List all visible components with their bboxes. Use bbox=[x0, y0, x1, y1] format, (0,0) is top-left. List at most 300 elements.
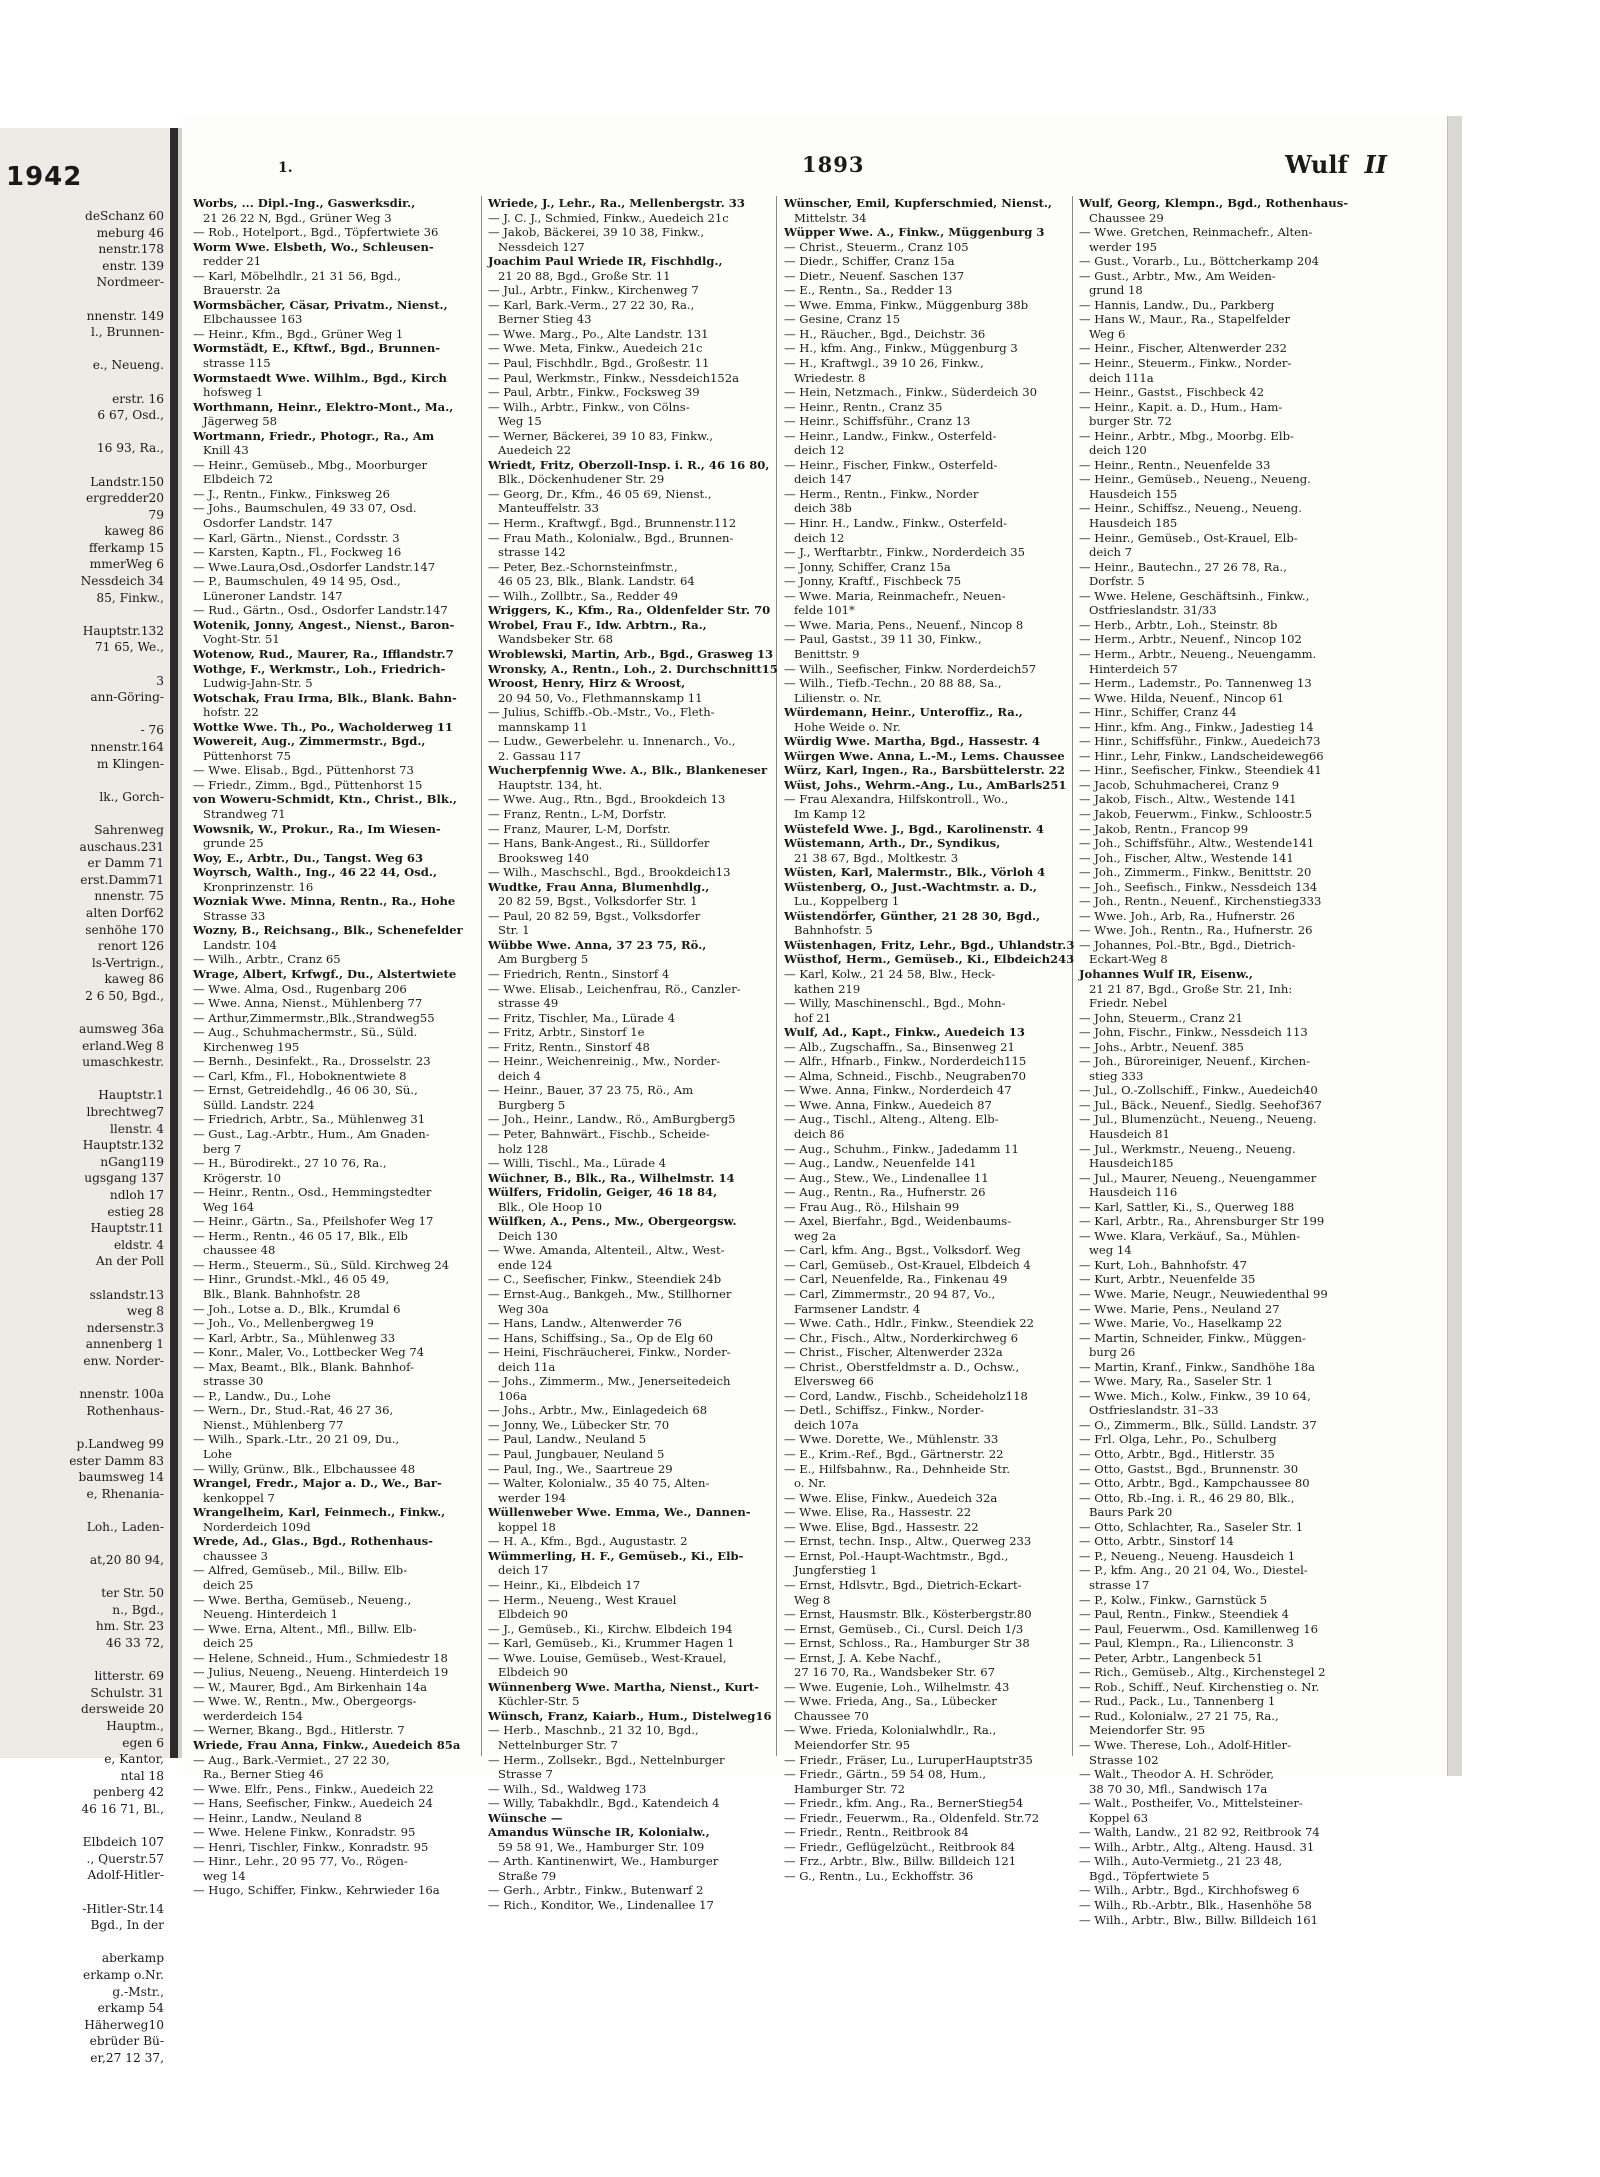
directory-entry-line: — Wwe. Elisab., Leichenfrau, Rö., Canzler- bbox=[488, 981, 741, 996]
directory-entry-line: Wroblewski, Martin, Arb., Bgd., Grasweg 13 bbox=[488, 646, 774, 661]
directory-entry-line: Wüstenberg, O., Just.-Wachtmstr. a. D., bbox=[784, 879, 1037, 894]
directory-entry-line: — Walter, Kolonialw., 35 40 75, Alten- bbox=[488, 1476, 710, 1491]
directory-entry-line: — Walth, Landw., 21 82 92, Reitbrook 74 bbox=[1079, 1825, 1320, 1840]
directory-entry-line: kenkoppel 7 bbox=[203, 1490, 275, 1505]
directory-entry-line: Norderdeich 109d bbox=[203, 1519, 311, 1534]
directory-entry-line: — Heinr., Fischer, Altenwerder 232 bbox=[1079, 341, 1287, 356]
directory-entry-line: — Kurt, Arbtr., Neuenfelde 35 bbox=[1079, 1272, 1256, 1287]
directory-entry-line: — Wern., Dr., Stud.-Rat, 46 27 36, bbox=[193, 1403, 394, 1418]
left-page-line: lbrechtweg7 bbox=[86, 1105, 164, 1120]
directory-entry-line: — Wwe. Marie, Neugr., Neuwiedenthal 99 bbox=[1079, 1287, 1328, 1302]
left-page-text bbox=[6, 208, 164, 2067]
directory-entry-line: — Heinr., Schiffsz., Neueng., Neueng. bbox=[1079, 501, 1302, 516]
directory-entry-line: Worthmann, Heinr., Elektro-Mont., Ma., bbox=[193, 399, 454, 414]
directory-entry-line: ende 124 bbox=[498, 1257, 553, 1272]
directory-entry-line: deich 11a bbox=[498, 1359, 556, 1374]
directory-entry-line: — Friedr., Zimm., Bgd., Püttenhorst 15 bbox=[193, 777, 423, 792]
directory-entry-line: — Wwe. Frieda, Ang., Sa., Lübecker bbox=[784, 1694, 997, 1709]
directory-entry-line: Wrage, Albert, Krfwgf., Du., Alstertwiete bbox=[193, 966, 457, 981]
directory-entry-line: — Jul., Bäck., Neuenf., Siedlg. Seehof367 bbox=[1079, 1097, 1322, 1112]
directory-entry-line: deich 4 bbox=[498, 1068, 542, 1083]
directory-entry-line: — Wwe. Cath., Hdlr., Finkw., Steendiek 22 bbox=[784, 1316, 1034, 1331]
left-page-line: aberkamp bbox=[101, 1951, 164, 1966]
left-page-line: Elbdeich 107 bbox=[82, 1835, 164, 1850]
directory-entry-line: Wünsche — bbox=[488, 1810, 563, 1825]
directory-entry-line: — Werner, Bäckerei, 39 10 83, Finkw., bbox=[488, 428, 714, 443]
directory-entry-line: burg 26 bbox=[1089, 1345, 1136, 1360]
directory-entry-line: von Woweru-Schmidt, Ktn., Christ., Blk., bbox=[193, 792, 457, 807]
directory-entry-line: — Wilh., Auto-Vermietg., 21 23 48, bbox=[1079, 1854, 1283, 1869]
directory-entry-line: koppel 18 bbox=[498, 1519, 556, 1534]
directory-entry-line: — Kurt, Loh., Bahnhofstr. 47 bbox=[1079, 1257, 1248, 1272]
directory-entry-line: — Hans, Schiffsing., Sa., Op de Elg 60 bbox=[488, 1330, 714, 1345]
directory-entry-line: — Franz, Maurer, L-M, Dorfstr. bbox=[488, 821, 671, 836]
left-page-line: ergredder20 bbox=[85, 491, 164, 506]
directory-entry-line: Koppel 63 bbox=[1089, 1810, 1149, 1825]
directory-entry-line: Wudtke, Frau Anna, Blumenhdlg., bbox=[488, 879, 710, 894]
directory-entry-line: — Wwe. Klara, Verkäuf., Sa., Mühlen- bbox=[1079, 1228, 1301, 1243]
left-page-line: weg 8 bbox=[126, 1304, 164, 1319]
directory-entry-line: — Max, Beamt., Blk., Blank. Bahnhof- bbox=[193, 1359, 414, 1374]
directory-entry-line: Landstr. 104 bbox=[203, 937, 277, 952]
directory-entry-line: — Joh., Heinr., Landw., Rö., AmBurgberg5 bbox=[488, 1112, 736, 1127]
directory-entry-line: — Herm., Rentn., Finkw., Norder bbox=[784, 486, 979, 501]
directory-entry-line: Weg 15 bbox=[498, 414, 542, 429]
directory-entry-line: — Wilh., Arbtr., Altg., Alteng. Hausd. 31 bbox=[1079, 1839, 1315, 1854]
directory-entry-line: — Helene, Schneid., Hum., Schmiedestr 18 bbox=[193, 1650, 448, 1665]
left-page-line bbox=[6, 772, 164, 789]
directory-entry-line: Wüchner, B., Blk., Ra., Wilhelmstr. 14 bbox=[488, 1170, 735, 1185]
directory-entry-line: — Wwe.Laura,Osd.,Osdorfer Landstr.147 bbox=[193, 559, 436, 574]
directory-entry-line: — H., Räucher., Bgd., Deichstr. 36 bbox=[784, 326, 986, 341]
left-page-line bbox=[6, 1536, 164, 1553]
directory-entry-line: Nienst., Mühlenberg 77 bbox=[203, 1417, 344, 1432]
directory-entry-line: Lu., Koppelberg 1 bbox=[794, 894, 900, 909]
left-page-line: nenstr.178 bbox=[98, 242, 164, 257]
directory-entry-line: — Friedr., kfm. Ang., Ra., BernerStieg54 bbox=[784, 1796, 1024, 1811]
directory-entry-line: Lilienstr. o. Nr. bbox=[794, 690, 882, 705]
directory-entry-line: — Heinr., Bautechn., 27 26 78, Ra., bbox=[1079, 559, 1287, 574]
directory-entry-line: Meiendorfer Str. 95 bbox=[1089, 1723, 1206, 1738]
left-page-line bbox=[6, 1652, 164, 1669]
directory-entry-line: Meiendorfer Str. 95 bbox=[794, 1737, 911, 1752]
directory-entry-line: Im Kamp 12 bbox=[794, 806, 866, 821]
page-year: 1893 bbox=[802, 152, 865, 177]
directory-entry-line: — Heinr., Landw., Finkw., Osterfeld- bbox=[784, 428, 997, 443]
directory-entry-line: — Wilh., Seefischer, Finkw. Norderdeich57 bbox=[784, 661, 1037, 676]
directory-entry-line: — Wwe. Hilda, Neuenf., Nincop 61 bbox=[1079, 690, 1284, 705]
directory-entry-line: — Hinr., Lehr, Finkw., Landscheideweg66 bbox=[1079, 748, 1324, 763]
left-page-line: sslandstr.13 bbox=[89, 1287, 164, 1302]
directory-entry-line: — Frau Aug., Rö., Hilshain 99 bbox=[784, 1199, 960, 1214]
directory-entry-line: Jägerweg 58 bbox=[203, 414, 278, 429]
directory-entry-line: strasse 30 bbox=[203, 1374, 264, 1389]
directory-entry-line: deich 17 bbox=[498, 1563, 549, 1578]
left-page-line: 85, Finkw., bbox=[96, 590, 164, 605]
directory-entry-line: — Wwe. Aug., Rtn., Bgd., Brookdeich 13 bbox=[488, 792, 726, 807]
directory-entry-line: — Jul., Werkmstr., Neueng., Neueng. bbox=[1079, 1141, 1296, 1156]
directory-entry-line: — Hans, Seefischer, Finkw., Auedeich 24 bbox=[193, 1796, 433, 1811]
directory-entry-line: — Wwe. Therese, Loh., Adolf-Hitler- bbox=[1079, 1737, 1291, 1752]
directory-entry-line: Elbdeich 90 bbox=[498, 1607, 568, 1622]
directory-entry-line: — Heinr., Gemüseb., Neueng., Neueng. bbox=[1079, 472, 1311, 487]
column-2 bbox=[488, 196, 778, 1912]
directory-entry-line: — Friedr., Rentn., Reitbrook 84 bbox=[784, 1825, 969, 1840]
directory-entry-line: — Gust., Vorarb., Lu., Böttcherkamp 204 bbox=[1079, 254, 1320, 269]
directory-entry-line: — Joh., Seefisch., Finkw., Nessdeich 134 bbox=[1079, 879, 1318, 894]
directory-entry-line: Wüstemann, Arth., Dr., Syndikus, bbox=[784, 836, 1001, 851]
directory-entry-line: — Paul, Rentn., Finkw., Steendiek 4 bbox=[1079, 1607, 1289, 1622]
directory-entry-line: — Friedr., Geflügelzücht., Reitbrook 84 bbox=[784, 1839, 1016, 1854]
directory-entry-line: Wüstefeld Wwe. J., Bgd., Karolinenstr. 4 bbox=[784, 821, 1044, 836]
directory-entry-line: Strasse 102 bbox=[1089, 1752, 1159, 1767]
left-page-line bbox=[6, 656, 164, 673]
directory-entry-line: Weg 6 bbox=[1089, 326, 1126, 341]
directory-entry-line: — Konr., Maler, Vo., Lottbecker Weg 74 bbox=[193, 1345, 425, 1360]
left-page-line: kaweg 86 bbox=[104, 524, 164, 539]
left-page-line: ter Str. 50 bbox=[101, 1586, 164, 1601]
left-page-line bbox=[6, 374, 164, 391]
left-page-line: 3 bbox=[156, 673, 164, 688]
left-page-line: nnenstr. 100a bbox=[79, 1387, 164, 1402]
directory-entry-line: — Julius, Schiffb.-Ob.-Mstr., Vo., Fleth- bbox=[488, 705, 715, 720]
directory-entry-line: 2. Gassau 117 bbox=[498, 748, 582, 763]
directory-entry-line: weg 14 bbox=[1089, 1243, 1132, 1258]
directory-entry-line: Wandsbeker Str. 68 bbox=[498, 632, 614, 647]
left-page-line: 46 16 71, Bl., bbox=[81, 1802, 164, 1816]
directory-entry-line: — Karl, Kolw., 21 24 58, Blw., Heck- bbox=[784, 966, 996, 981]
directory-entry-line: berg 7 bbox=[203, 1141, 242, 1156]
directory-entry-line: werderdeich 154 bbox=[203, 1708, 303, 1723]
directory-entry-line: Elbdeich 90 bbox=[498, 1665, 568, 1680]
directory-entry-line: — Hans W., Maur., Ra., Stapelfelder bbox=[1079, 312, 1291, 327]
directory-entry-line: — Wwe. Meta, Finkw., Auedeich 21c bbox=[488, 341, 703, 356]
directory-entry-line: — Wwe. Helene Finkw., Konradstr. 95 bbox=[193, 1825, 416, 1840]
directory-entry-line: deich 38b bbox=[794, 501, 852, 516]
directory-entry-line: Wriede, Frau Anna, Finkw., Auedeich 85a bbox=[193, 1737, 461, 1752]
directory-entry-line: — Wwe. Bertha, Gemüseb., Neueng., bbox=[193, 1592, 412, 1607]
directory-entry-line: deich 25 bbox=[203, 1636, 254, 1651]
directory-entry-line: werder 194 bbox=[498, 1490, 566, 1505]
left-page-line: lk., Gorch- bbox=[99, 789, 164, 804]
directory-entry-line: — Fritz, Arbtr., Sinstorf 1e bbox=[488, 1025, 645, 1040]
directory-entry-line: deich 12 bbox=[794, 443, 845, 458]
directory-entry-line: — Jakob, Fisch., Altw., Westende 141 bbox=[1079, 792, 1297, 807]
directory-entry-line: Wünnenberg Wwe. Martha, Nienst., Kurt- bbox=[488, 1679, 759, 1694]
directory-entry-line: — Friedr., Feuerwm., Ra., Oldenfeld. Str.72 bbox=[784, 1810, 1040, 1825]
directory-entry-line: — Heinr., Rentn., Osd., Hemmingstedter bbox=[193, 1185, 432, 1200]
directory-entry-line: — Wwe. Anna, Nienst., Mühlenberg 77 bbox=[193, 996, 423, 1011]
left-page-line: annenberg 1 bbox=[85, 1337, 164, 1352]
left-page-line: enw. Norder- bbox=[83, 1353, 164, 1368]
left-page-line: An der Poll bbox=[95, 1254, 164, 1269]
directory-entry-line: — Fritz, Tischler, Ma., Lürade 4 bbox=[488, 1010, 676, 1025]
directory-entry-line: — Peter, Bahnwärt., Fischb., Scheide- bbox=[488, 1127, 710, 1141]
directory-entry-line: — Wwe. Louise, Gemüseb., West-Krauel, bbox=[488, 1650, 727, 1665]
left-page-line: -Hitler-Str.14 bbox=[82, 1901, 164, 1916]
directory-entry-line: — Paul, Fischhdlr., Bgd., Großestr. 11 bbox=[488, 356, 710, 371]
left-page-line: 71 65, We., bbox=[94, 640, 164, 655]
directory-entry-line: — Carl, Neuenfelde, Ra., Finkenau 49 bbox=[784, 1272, 1008, 1287]
directory-entry-line: Amandus Wünsche IR, Kolonialw., bbox=[488, 1825, 710, 1840]
directory-entry-line: Wowsnik, W., Prokur., Ra., Im Wiesen- bbox=[193, 821, 441, 836]
left-page-line bbox=[6, 341, 164, 358]
directory-entry-line: Dorfstr. 5 bbox=[1089, 574, 1145, 589]
directory-entry-line: Hauptstr. 134, ht. bbox=[498, 777, 603, 792]
directory-entry-line: Weg 30a bbox=[498, 1301, 549, 1316]
directory-entry-line: Wünsch, Franz, Kaiarb., Hum., Distelweg16 bbox=[488, 1708, 772, 1723]
left-page-line bbox=[6, 1502, 164, 1519]
left-page-line: 46 33 72, bbox=[105, 1636, 164, 1651]
directory-entry-line: Worbs, ... Dipl.-Ing., Gaswerksdir., bbox=[193, 196, 416, 210]
left-page-line: ebrüder Bü- bbox=[89, 2034, 164, 2049]
left-page-line: llenstr. 4 bbox=[110, 1121, 164, 1136]
directory-entry-line: Wülfers, Fridolin, Geiger, 46 18 84, bbox=[488, 1185, 718, 1200]
directory-entry-line: — Willi, Tischl., Ma., Lürade 4 bbox=[488, 1156, 667, 1171]
directory-entry-line: — Wwe. Anna, Finkw., Norderdeich 47 bbox=[784, 1083, 1012, 1098]
left-page-line: e., Neueng. bbox=[92, 358, 164, 373]
directory-entry-line: — Diedr., Schiffer, Cranz 15a bbox=[784, 254, 955, 269]
directory-entry-line: deich 25 bbox=[203, 1577, 254, 1592]
left-page-line bbox=[6, 706, 164, 723]
directory-entry-line: Ostfrieslandstr. 31–33 bbox=[1089, 1403, 1219, 1418]
directory-entry-line: — Ernst-Aug., Bankgeh., Mw., Stillhorner bbox=[488, 1287, 732, 1302]
directory-entry-line: — Herm., Zollsekr., Bgd., Nettelnburger bbox=[488, 1752, 725, 1767]
directory-entry-line: — Cord, Landw., Fischb., Scheideholz118 bbox=[784, 1388, 1028, 1403]
left-page-line bbox=[6, 606, 164, 623]
directory-entry-line: — Hinr. H., Landw., Finkw., Osterfeld- bbox=[784, 516, 1008, 531]
left-page-line: l., Brunnen- bbox=[90, 325, 164, 340]
directory-entry-line: — Carl, kfm. Ang., Bgst., Volksdorf. Weg bbox=[784, 1243, 1021, 1258]
directory-entry-line: — Heinr., Kapit. a. D., Hum., Ham- bbox=[1079, 399, 1283, 414]
directory-entry-line: Wozny, B., Reichsang., Blk., Schenefelder bbox=[193, 923, 463, 938]
directory-entry-line: Joachim Paul Wriede IR, Fischhdlg., bbox=[488, 254, 723, 269]
directory-entry-line: Kronprinzenstr. 16 bbox=[203, 879, 314, 894]
directory-entry-line: — Herm., Neueng., West Krauel bbox=[488, 1592, 677, 1607]
directory-entry-line: — Rud., Gärtn., Osd., Osdorfer Landstr.147 bbox=[193, 603, 448, 618]
left-page-line bbox=[6, 805, 164, 822]
directory-entry-line: — Jakob, Rentn., Francop 99 bbox=[1079, 821, 1249, 836]
left-page-fragment bbox=[0, 128, 173, 2065]
directory-entry-line: Püttenhorst 75 bbox=[203, 748, 291, 763]
directory-entry-line: — Heinr., Steuerm., Finkw., Norder- bbox=[1079, 356, 1292, 371]
left-page-line bbox=[6, 1270, 164, 1287]
directory-entry-line: Baurs Park 20 bbox=[1089, 1505, 1173, 1520]
directory-entry-line: — Rud., Pack., Lu., Tannenberg 1 bbox=[1079, 1694, 1276, 1709]
directory-entry-line: — Rich., Gemüseb., Altg., Kirchenstegel 2 bbox=[1079, 1665, 1326, 1680]
directory-entry-line: Jungferstieg 1 bbox=[794, 1563, 878, 1578]
directory-entry-line: Strasse 33 bbox=[203, 908, 266, 923]
directory-entry-line: Brauerstr. 2a bbox=[203, 283, 281, 298]
directory-entry-line: — Hein, Netzmach., Finkw., Süderdeich 30 bbox=[784, 385, 1037, 400]
left-page-line: Adolf-Hitler- bbox=[87, 1868, 164, 1883]
directory-entry-line: Krögerstr. 10 bbox=[203, 1170, 282, 1185]
left-page-line: aumsweg 36a bbox=[78, 1022, 164, 1037]
left-page-line: m Klingen- bbox=[96, 756, 164, 771]
left-page-line: Landstr.150 bbox=[90, 474, 164, 489]
directory-entry-line: Hinterdeich 57 bbox=[1089, 661, 1178, 676]
page-header bbox=[182, 116, 1447, 186]
directory-entry-line: Wotschak, Frau Irma, Blk., Blank. Bahn- bbox=[193, 690, 457, 705]
left-page-line bbox=[6, 457, 164, 474]
left-page-line: e, Kantor, bbox=[104, 1752, 164, 1767]
directory-entry-line: Wünscher, Emil, Kupferschmied, Nienst., bbox=[784, 196, 1052, 210]
directory-entry-line: Wormstaedt Wwe. Wilhlm., Bgd., Kirch bbox=[193, 370, 447, 385]
left-page-line: er,27 12 37, bbox=[90, 2050, 164, 2065]
directory-entry-line: — Wilh., Maschschl., Bgd., Brookdeich13 bbox=[488, 865, 731, 880]
directory-entry-line: — Frau Math., Kolonialw., Bgd., Brunnen- bbox=[488, 530, 734, 545]
left-page-line bbox=[6, 1934, 164, 1951]
directory-entry-line: Hausdeich 155 bbox=[1089, 486, 1178, 501]
left-page-line: nnenstr. 149 bbox=[86, 308, 164, 323]
directory-entry-line: Hausdeich 81 bbox=[1089, 1127, 1170, 1141]
directory-entry-line: Woyrsch, Walth., Ing., 46 22 44, Osd., bbox=[193, 865, 437, 880]
left-page-line: e, Rhenania- bbox=[86, 1486, 164, 1501]
directory-entry-line: strasse 17 bbox=[1089, 1577, 1150, 1592]
left-page-line: baumsweg 14 bbox=[78, 1470, 164, 1485]
directory-entry-line: Manteuffelstr. 33 bbox=[498, 501, 600, 516]
directory-entry-line: Johannes Wulf IR, Eisenw., bbox=[1079, 966, 1253, 981]
directory-entry-line: — Heinr., Schiffsführ., Cranz 13 bbox=[784, 414, 971, 429]
directory-entry-line: — Alfred, Gemüseb., Mil., Billw. Elb- bbox=[193, 1563, 408, 1578]
left-page-line: ndloh 17 bbox=[109, 1188, 164, 1203]
directory-entry-line: — Joh., Büroreiniger, Neuenf., Kirchen- bbox=[1079, 1054, 1310, 1069]
directory-entry-line: Am Burgberg 5 bbox=[498, 952, 589, 967]
directory-entry-line: — Wwe. Marie, Pens., Neuland 27 bbox=[1079, 1301, 1280, 1316]
directory-entry-line: Wotenow, Rud., Maurer, Ra., Ifflandstr.7 bbox=[193, 646, 454, 661]
directory-entry-line: grunde 25 bbox=[203, 836, 264, 851]
directory-entry-line: — Herm., Rentn., 46 05 17, Blk., Elb bbox=[193, 1228, 408, 1243]
directory-entry-line: — Karl, Bark.-Verm., 27 22 30, Ra., bbox=[488, 297, 695, 312]
directory-entry-line: — Gerh., Arbtr., Finkw., Butenwarf 2 bbox=[488, 1883, 704, 1898]
directory-entry-line: — C., Seefischer, Finkw., Steendiek 24b bbox=[488, 1272, 722, 1287]
directory-entry-line: Friedr. Nebel bbox=[1089, 996, 1168, 1011]
directory-entry-line: 21 21 87, Bgd., Große Str. 21, Inh: bbox=[1089, 981, 1293, 996]
directory-entry-line: — G., Rentn., Lu., Eckhoffstr. 36 bbox=[784, 1868, 974, 1883]
left-page-line: mmerWeg 6 bbox=[89, 557, 164, 572]
directory-entry-line: — Heini, Fischräucherei, Finkw., Norder- bbox=[488, 1345, 731, 1360]
directory-entry-line: chaussee 3 bbox=[203, 1548, 269, 1563]
directory-entry-line: 38 70 30, Mfl., Sandwisch 17a bbox=[1089, 1781, 1268, 1796]
left-page-line: ugsgang 137 bbox=[84, 1171, 164, 1186]
left-page-line bbox=[6, 1569, 164, 1586]
directory-entry-line: — Martin, Schneider, Finkw., Müggen- bbox=[1079, 1330, 1306, 1345]
left-page-line: Rothenhaus- bbox=[86, 1403, 164, 1418]
directory-entry-line: strasse 115 bbox=[203, 356, 271, 371]
left-page-line: 16 93, Ra., bbox=[96, 441, 164, 456]
directory-entry-line: — Ernst, Hausmstr. Blk., Kösterbergstr.80 bbox=[784, 1607, 1032, 1622]
directory-entry-line: — Herb., Arbtr., Loh., Steinstr. 8b bbox=[1079, 617, 1278, 632]
directory-entry-line: — Hans, Landw., Altenwerder 76 bbox=[488, 1316, 682, 1331]
left-page-line: umaschkestr. bbox=[82, 1055, 164, 1070]
directory-entry-line: Blk., Döckenhudener Str. 29 bbox=[498, 472, 665, 487]
directory-entry-line: — H., Bürodirekt., 27 10 76, Ra., bbox=[193, 1156, 387, 1171]
directory-entry-line: — Paul, Arbtr., Finkw., Focksweg 39 bbox=[488, 385, 700, 400]
directory-entry-line: — Paul, Jungbauer, Neuland 5 bbox=[488, 1447, 665, 1462]
directory-entry-line: — Heinr., Kfm., Bgd., Grüner Weg 1 bbox=[193, 326, 404, 341]
directory-entry-line: — Heinr., Rentn., Cranz 35 bbox=[784, 399, 943, 414]
directory-entry-line: — Wilh., Arbtr., Blw., Billw. Billdeich 161 bbox=[1079, 1912, 1319, 1927]
directory-entry-line: — Rob., Schiff., Neuf. Kirchenstieg o. Nr. bbox=[1079, 1679, 1320, 1694]
directory-entry-line: — Alb., Zugschaffn., Sa., Binsenweg 21 bbox=[784, 1039, 1015, 1054]
directory-entry-line: — Paul, Gastst., 39 11 30, Finkw., bbox=[784, 632, 982, 647]
directory-entry-line: — Wwe. Maria, Reinmachefr., Neuen- bbox=[784, 588, 1006, 603]
directory-entry-line: — H., kfm. Ang., Finkw., Müggenburg 3 bbox=[784, 341, 1018, 356]
directory-entry-line: — Detl., Schiffsz., Finkw., Norder- bbox=[784, 1403, 985, 1418]
directory-entry-line: — O., Zimmerm., Blk., Sülld. Landstr. 37 bbox=[1079, 1417, 1317, 1432]
left-page-line: Nordmeer- bbox=[96, 275, 164, 290]
directory-entry-line: chaussee 48 bbox=[203, 1243, 276, 1258]
directory-entry-line: — Werner, Bkang., Bgd., Hitlerstr. 7 bbox=[193, 1723, 405, 1738]
directory-entry-line: — Wwe. Mary, Ra., Saseler Str. 1 bbox=[1079, 1374, 1274, 1389]
directory-entry-line: — Wilh., Arbtr., Cranz 65 bbox=[193, 952, 341, 967]
directory-entry-line: hofstr. 22 bbox=[203, 705, 259, 720]
left-page-line: Schulstr. 31 bbox=[90, 1685, 164, 1700]
directory-entry-line: — Walt., Theodor A. H. Schröder, bbox=[1079, 1767, 1275, 1782]
left-page-line: ls-Vertrign., bbox=[91, 955, 164, 970]
directory-entry-line: Wüsten, Karl, Malermstr., Blk., Vörloh 4 bbox=[784, 865, 1046, 880]
directory-entry-line: — Frl. Olga, Lehr., Po., Schulberg bbox=[1079, 1432, 1277, 1447]
left-page-line: meburg 46 bbox=[96, 225, 164, 240]
directory-entry-line: — Franz, Rentn., L-M, Dorfstr. bbox=[488, 806, 667, 821]
directory-entry-line: — Fritz, Rentn., Sinstorf 48 bbox=[488, 1039, 650, 1054]
directory-entry-line: — Karl, Gemüseb., Ki., Krummer Hagen 1 bbox=[488, 1636, 735, 1651]
directory-entry-line: — Paul, Klempn., Ra., Lilienconstr. 3 bbox=[1079, 1636, 1294, 1651]
directory-entry-line: — Aug., Schuhmachermstr., Sü., Süld. bbox=[193, 1025, 418, 1040]
directory-entry-line: — Jul., Blumenzücht., Neueng., Neueng. bbox=[1079, 1112, 1317, 1127]
directory-entry-line: — Wilh., Rb.-Arbtr., Blk., Hasenhöhe 58 bbox=[1079, 1897, 1312, 1912]
directory-entry-line: — Julius, Neueng., Neueng. Hinterdeich 19 bbox=[193, 1665, 449, 1680]
column-4 bbox=[1079, 196, 1442, 1927]
left-page-line: kaweg 86 bbox=[104, 972, 164, 987]
directory-entry-line: — Wwe. Amanda, Altenteil., Altw., West- bbox=[488, 1243, 725, 1258]
left-page-line: 2 6 50, Bgd., bbox=[85, 988, 164, 1003]
left-page-line: deSchanz 60 bbox=[85, 209, 164, 223]
directory-entry-line: Hamburger Str. 72 bbox=[794, 1781, 905, 1796]
directory-entry-line: — Wwe. Marg., Po., Alte Landstr. 131 bbox=[488, 326, 709, 341]
directory-entry-line: Burgberg 5 bbox=[498, 1097, 566, 1112]
directory-entry-line: — Otto, Arbtr., Bgd., Hitlerstr. 35 bbox=[1079, 1447, 1275, 1462]
directory-entry-line: — Ernst, J. A. Kebe Nachf., bbox=[784, 1650, 942, 1665]
left-page-line bbox=[6, 1370, 164, 1387]
directory-entry-line: deich 12 bbox=[794, 530, 845, 545]
directory-entry-line: — Ernst, techn. Insp., Altw., Querweg 233 bbox=[784, 1534, 1032, 1549]
directory-entry-line: Deich 130 bbox=[498, 1228, 558, 1243]
directory-entry-line: — Joh., Lotse a. D., Blk., Krumdal 6 bbox=[193, 1301, 401, 1316]
directory-entry-line: Wortmann, Friedr., Photogr., Ra., Am bbox=[193, 428, 435, 443]
directory-entry-line: Wormsbächer, Cäsar, Privatm., Nienst., bbox=[193, 297, 448, 312]
directory-entry-line: — Wwe. Maria, Pens., Neuenf., Nincop 8 bbox=[784, 617, 1024, 632]
directory-entry-line: — Carl, Kfm., Fl., Hoboknentwiete 8 bbox=[193, 1068, 407, 1083]
left-page-line: 79 bbox=[148, 507, 164, 522]
left-page-line: 6 67, Osd., bbox=[97, 408, 164, 423]
directory-entry-line: Wriggers, K., Kfm., Ra., Oldenfelder Str. 70 bbox=[488, 603, 771, 618]
directory-entry-line: stieg 333 bbox=[1089, 1068, 1144, 1083]
directory-entry-line: redder 21 bbox=[203, 254, 262, 269]
directory-entry-line: — Wwe. Elfr., Pens., Finkw., Auedeich 22 bbox=[193, 1781, 434, 1796]
directory-entry-line: — Johs., Arbtr., Neuenf. 385 bbox=[1079, 1039, 1244, 1054]
directory-entry-line: Wüpper Wwe. A., Finkw., Müggenburg 3 bbox=[784, 225, 1045, 240]
left-page-line: egen 6 bbox=[122, 1735, 164, 1750]
directory-entry-line: kathen 219 bbox=[794, 981, 861, 996]
directory-entry-line: 20 94 50, Vo., Flethmannskamp 11 bbox=[498, 690, 703, 705]
directory-entry-line: — J. C. J., Schmied, Finkw., Auedeich 21c bbox=[488, 210, 729, 225]
directory-entry-line: Ludwig-Jahn-Str. 5 bbox=[203, 676, 313, 691]
directory-entry-line: — Jonny, Schiffer, Cranz 15a bbox=[784, 559, 951, 574]
directory-entry-line: — Karsten, Kaptn., Fl., Fockweg 16 bbox=[193, 545, 402, 560]
directory-entry-line: Woy, E., Arbtr., Du., Tangst. Weg 63 bbox=[193, 850, 424, 865]
directory-entry-line: — Ludw., Gewerbelehr. u. Innenarch., Vo., bbox=[488, 734, 736, 749]
